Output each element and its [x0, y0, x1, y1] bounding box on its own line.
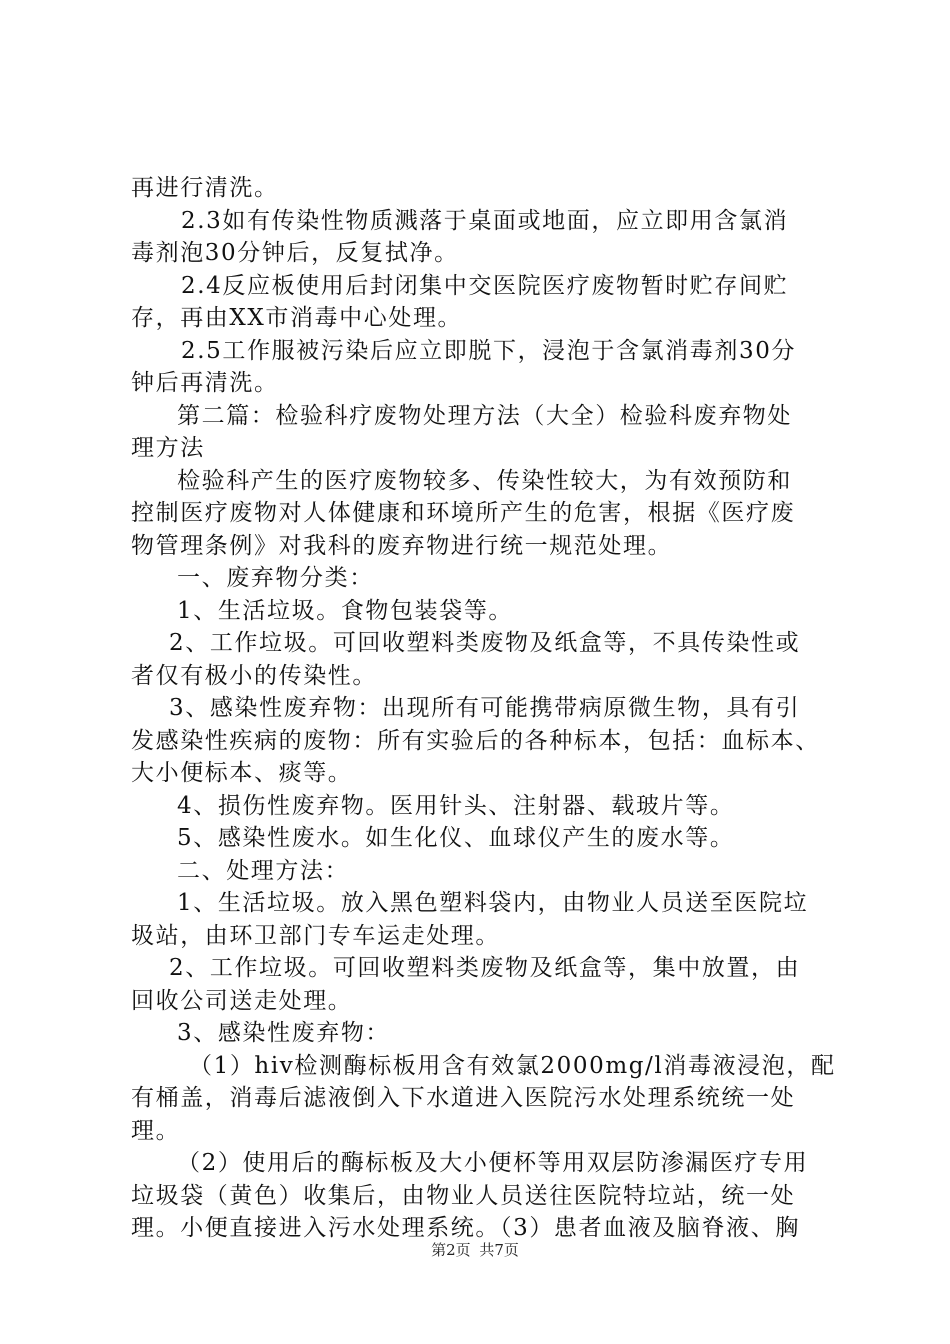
- section-heading: 理方法: [131, 435, 205, 461]
- text-line: （2）使用后的酶标板及大小便杯等用双层防渗漏医疗专用: [177, 1150, 809, 1176]
- text-line: 垃圾袋（黄色）收集后，由物业人员送往医院特垃站，统一处: [131, 1182, 796, 1209]
- text-line: 存，再由XX市消毒中心处理。: [131, 305, 463, 331]
- text-line: 理。: [131, 1117, 181, 1144]
- text-line: 者仅有极小的传染性。: [131, 662, 377, 689]
- text-line: 钟后再清洗。: [131, 370, 279, 396]
- text-line: 2、工作垃圾。可回收塑料类废物及纸盒等，集中放置，由: [169, 955, 801, 981]
- text-line: 3、感染性废弃物：出现所有可能携带病原微生物，具有引: [169, 695, 801, 721]
- page-footer: [0, 1240, 950, 1260]
- text-line: 毒剂泡30分钟后，反复拭净。: [131, 240, 459, 266]
- text-line: 物管理条例》对我科的废弃物进行统一规范处理。: [131, 532, 673, 559]
- text-line: 回收公司送走处理。: [131, 987, 353, 1014]
- section-heading: 第二篇：检验科疗废物处理方法（大全）检验科废弃物处: [177, 402, 792, 429]
- text-line: 理。小便直接进入污水处理系统。（3）患者血液及脑脊液、胸: [131, 1215, 800, 1241]
- text-line: 圾站，由环卫部门专车运走处理。: [131, 922, 500, 949]
- text-line: 2.3如有传染性物质溅落于桌面或地面，应立即用含氯消: [181, 207, 789, 234]
- text-line: 1、生活垃圾。食物包装袋等。: [177, 597, 514, 624]
- text-line: 2.4反应板使用后封闭集中交医院医疗废物暂时贮存间贮: [181, 272, 789, 299]
- text-line: 2、工作垃圾。可回收塑料类废物及纸盒等，不具传染性或: [169, 630, 801, 656]
- text-line: 检验科产生的医疗废物较多、传染性较大，为有效预防和: [177, 467, 792, 494]
- page-total: 共7页: [479, 1241, 519, 1259]
- text-line: 控制医疗废物对人体健康和环境所产生的危害，根据《医疗废: [131, 500, 796, 526]
- text-line: 二、处理方法：: [177, 857, 350, 884]
- text-line: （1）hiv检测酶标板用含有效氯2000mg/l消毒液浸泡，配: [189, 1052, 836, 1079]
- page-number: 第2页: [431, 1241, 471, 1259]
- text-line: 2.5工作服被污染后应立即脱下，浸泡于含氯消毒剂30分: [181, 337, 797, 364]
- text-line: 发感染性疾病的废物：所有实验后的各种标本，包括：血标本、: [131, 727, 820, 754]
- text-line: 有桶盖，消毒后滤液倒入下水道进入医院污水处理系统统一处: [131, 1085, 796, 1111]
- text-line: 1、生活垃圾。放入黑色塑料袋内，由物业人员送至医院垃: [177, 890, 809, 916]
- text-line: 3、感染性废弃物：: [177, 1020, 391, 1046]
- text-line: 5、感染性废水。如生化仪、血球仪产生的废水等。: [177, 825, 735, 851]
- text-line: 大小便标本、痰等。: [131, 760, 353, 786]
- text-line: 4、损伤性废弃物。医用针头、注射器、载玻片等。: [177, 792, 735, 819]
- text-line: 一、废弃物分类：: [177, 565, 374, 591]
- document-body: [131, 172, 836, 1245]
- text-line: 再进行清洗。: [131, 175, 279, 201]
